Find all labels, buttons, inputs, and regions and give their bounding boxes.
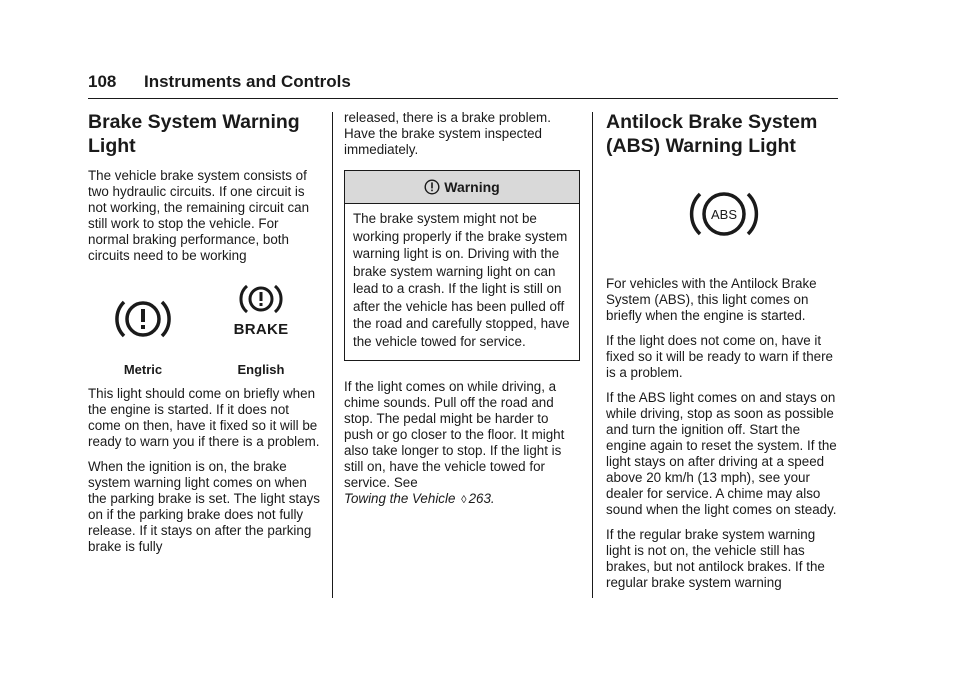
brake-intro-paragraph: The vehicle brake system consists of two hydraulic circuits. If one circuit is not working, the remaining circuit can still work to stop the vehicle. For normal braking performance, both circuits need to be working: [88, 168, 310, 263]
column-divider: [592, 112, 593, 598]
abs-paragraph-2: If the light does not come on, have it fixed so it will be ready to warn if there is a problem.: [606, 333, 834, 380]
abs-paragraph-4: If the regular brake system warning light is not on, the vehicle still has brakes, but not antilock brakes. If the regular brake system warning: [606, 527, 825, 590]
brake-paragraph-4: released, there is a brake problem. Have the brake system inspected immediately.: [344, 110, 551, 157]
brake-paragraph-3: When the ignition is on, the brake system warning light comes on when the parking brake is set. The light stays on if the parking brake does not fully release. If it stays on after the parking brake is fully: [88, 459, 320, 554]
page-number: 108: [88, 72, 117, 91]
towing-reference-page[interactable]: 263.: [468, 491, 495, 506]
page-reference-icon: ◊: [461, 494, 467, 506]
abs-warning-heading: Antilock Brake System (ABS) Warning Light: [606, 111, 818, 157]
abs-warning-icon: [689, 186, 759, 242]
brake-after-warning-paragraph: [344, 379, 580, 508]
brake-warning-icon: [114, 290, 172, 348]
warning-box: [344, 170, 580, 361]
warning-triangle-icon: [424, 179, 440, 195]
brake-paragraph-2: This light should come on briefly when the engine is started. If it does not come on then, have it fixed so it will be ready to warn you if there is a problem.: [88, 386, 320, 449]
brake-after-warning-text: If the light comes on while driving, a chime sounds. Pull off the road and stop. The pedal might be harder to push or go closer to the floor. It might also take longer to stop. If the light is still on, have the vehicle towed for service. See: [344, 379, 565, 490]
english-caption: English: [237, 362, 285, 377]
metric-brake-symbol: [88, 274, 198, 377]
brake-warning-icon: [237, 280, 285, 320]
abs-paragraph-3: If the ABS light comes on and stays on while driving, stop as soon as possible and turn the ignition off. Start the engine again to reset the system. If the light stays on after driving at a speed above 20 km/h (13 mph), see your dealer for service. A chime may also sound when the light comes on steady.: [606, 390, 837, 517]
brake-warning-heading: Brake System Warning Light: [88, 111, 300, 157]
english-brake-symbol: [206, 274, 316, 377]
brake-icons-figure: [88, 274, 320, 386]
column-middle: [344, 110, 580, 517]
section-title: Instruments and Controls: [144, 72, 351, 91]
warning-header: [345, 171, 579, 204]
warning-title: Warning: [444, 179, 500, 195]
page-header: [88, 70, 838, 99]
abs-paragraph-1: For vehicles with the Antilock Brake System (ABS), this light comes on briefly when the engine is started.: [606, 276, 817, 323]
warning-body: The brake system might not be working properly if the brake system warning light is on. Driving with the brake system warning light on can lead to a crash. If the light is still on after the vehicle has been pulled off the road and carefully stopped, have the vehicle towed for service.: [353, 211, 570, 349]
abs-icon-text: ABS: [710, 207, 738, 222]
towing-reference-link[interactable]: Towing the Vehicle: [344, 491, 456, 506]
column-divider: [332, 112, 333, 598]
english-icon-text: BRAKE: [233, 321, 289, 338]
column-left: [88, 110, 320, 564]
column-right: [606, 110, 842, 600]
abs-icon-figure: [606, 186, 842, 246]
metric-caption: Metric: [123, 362, 163, 377]
